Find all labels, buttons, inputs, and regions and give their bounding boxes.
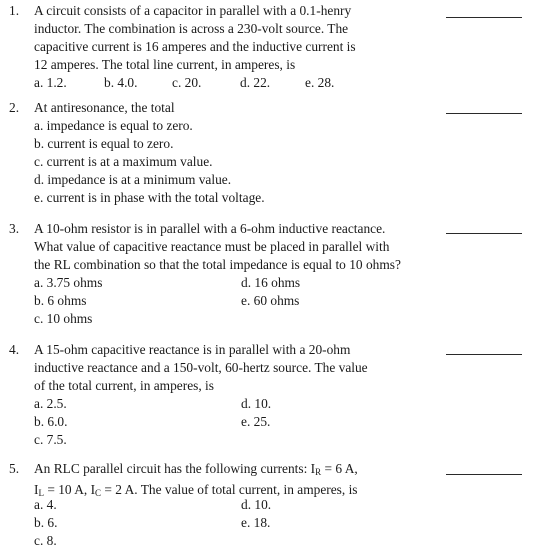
option-b: b. current is equal to zero. [34, 136, 174, 151]
stem-text: An RLC parallel circuit has the following currents: I [34, 461, 316, 476]
stem-line: A 15-ohm capacitive reactance is in parallel with a 20-ohm [34, 342, 351, 357]
stem-line: inductor. The combination is across a 230-volt source. The [34, 21, 349, 36]
question-stem [34, 341, 434, 395]
answer-blank[interactable] [446, 113, 522, 114]
option-b: b. 6. [34, 515, 58, 530]
option-a: a. 3.75 ohms [34, 275, 103, 290]
stem-text: = 6 A, [321, 461, 358, 476]
question-stem [34, 220, 434, 274]
question-number: 4. [9, 342, 20, 357]
subscript-r: R [315, 467, 322, 477]
stem-line: capacitive current is 16 amperes and the inductive current is [34, 39, 356, 54]
option-c: c. 10 ohms [34, 311, 93, 326]
option-b: b. 6.0. [34, 414, 68, 429]
stem-line: A 10-ohm resistor is in parallel with a 6-ohm inductive reactance. [34, 221, 386, 236]
option-d: d. 10. [241, 497, 272, 512]
stem-line: inductive reactance and a 150-volt, 60-hertz source. The value [34, 360, 368, 375]
option-d: d. impedance is at a minimum value. [34, 172, 232, 187]
question-stem [34, 460, 434, 502]
question-stem [34, 99, 434, 117]
question-number: 3. [9, 221, 20, 236]
subscript-c: C [95, 488, 102, 498]
option-e: e. 18. [241, 515, 271, 530]
option-d: d. 10. [241, 396, 272, 411]
option-c: c. 8. [34, 533, 57, 548]
option-d: d. 22. [240, 75, 271, 90]
answer-blank[interactable] [446, 474, 522, 475]
stem-line: the RL combination so that the total impedance is equal to 10 ohms? [34, 257, 401, 272]
option-d: d. 16 ohms [241, 275, 301, 290]
option-b: b. 4.0. [104, 75, 138, 90]
option-a: a. 4. [34, 497, 57, 512]
option-c: c. 7.5. [34, 432, 67, 447]
option-c: c. 20. [172, 75, 202, 90]
stem-line [34, 481, 434, 502]
option-e: e. 60 ohms [241, 293, 300, 308]
option-e: e. current is in phase with the total voltage. [34, 190, 265, 205]
subscript-l: L [38, 488, 44, 498]
stem-line: What value of capacitive reactance must be placed in parallel with [34, 239, 390, 254]
stem-text: = 2 A. The value of total current, in amperes, is [101, 482, 358, 497]
question-number: 2. [9, 100, 20, 115]
option-a: a. 1.2. [34, 75, 67, 90]
option-e: e. 28. [305, 75, 335, 90]
answer-blank[interactable] [446, 354, 522, 355]
question-number: 1. [9, 3, 20, 18]
stem-line: A circuit consists of a capacitor in parallel with a 0.1-henry [34, 3, 352, 18]
stem-line: 12 amperes. The total line current, in amperes, is [34, 57, 296, 72]
option-e: e. 25. [241, 414, 271, 429]
stem-text: = 10 A, I [43, 482, 96, 497]
option-c: c. current is at a maximum value. [34, 154, 213, 169]
question-stem [34, 2, 434, 74]
stem-text: I [34, 482, 39, 497]
option-a: a. impedance is equal to zero. [34, 118, 193, 133]
stem-line: of the total current, in amperes, is [34, 378, 214, 393]
stem-line [34, 460, 434, 481]
option-b: b. 6 ohms [34, 293, 87, 308]
option-a: a. 2.5. [34, 396, 67, 411]
answer-blank[interactable] [446, 17, 522, 18]
question-number: 5. [9, 461, 20, 476]
answer-blank[interactable] [446, 233, 522, 234]
stem-line: At antiresonance, the total [34, 100, 175, 115]
